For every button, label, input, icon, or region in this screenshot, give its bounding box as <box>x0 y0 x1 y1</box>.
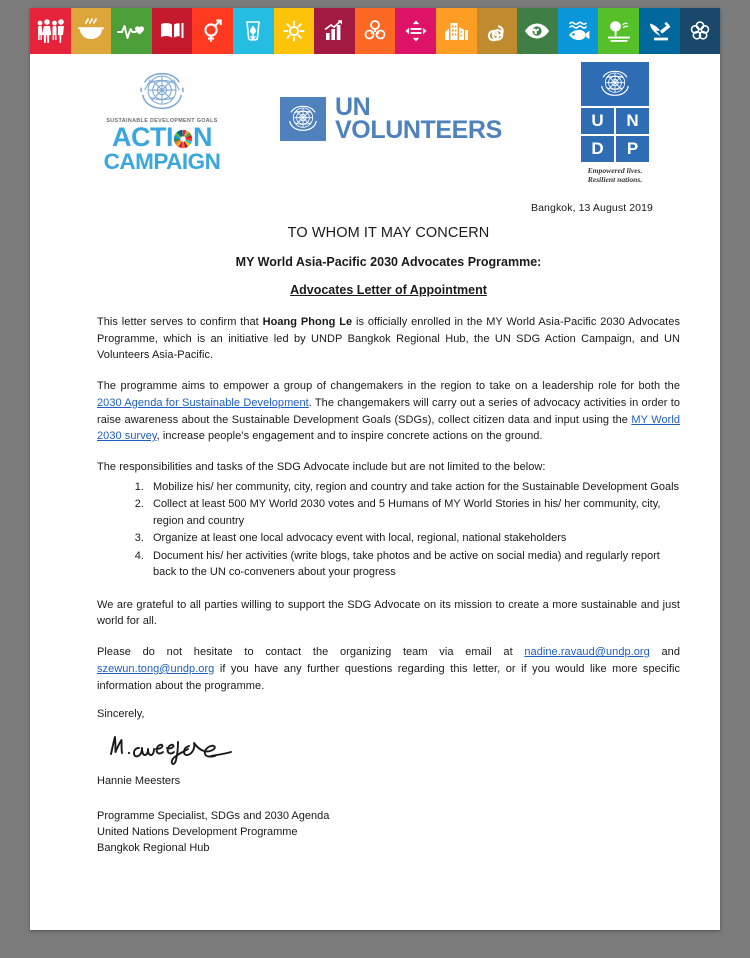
sdg-goal-17-partnerships <box>680 8 721 54</box>
signer-name: Hannie Meesters <box>97 775 181 788</box>
logo-row <box>30 54 720 202</box>
list-item: 4. Document his/ her activities (write blogs, take photos and be active on social media) and regularly report back to the UN co-conveners about your progress <box>147 548 680 581</box>
sincerely-text: Sincerely, <box>97 708 145 721</box>
paragraph-gratitude: We are grateful to all parties willing to support the SDG Advocate on its mission to create a more sustainable and just world for all. <box>97 598 680 628</box>
unv-word-volunteers: VOLUNTEERS <box>335 116 502 144</box>
para4-text-a: Please do not hesitate to contact the organizing team via email at <box>97 646 525 659</box>
gender-equality-icon <box>198 18 228 44</box>
fish-waves-icon <box>563 18 593 44</box>
handwritten-signature <box>103 724 333 770</box>
equal-arrows-icon <box>401 18 431 44</box>
undp-tagline-line-1: Empowered lives. <box>587 166 643 175</box>
cubes-icon <box>360 18 390 44</box>
para1-text-b: is officially enrolled in the MY World Asia-Pacific 2030 Advocates Programme, which is an initiative led by UNDP Bangkok Regional Hub, the UN SDG Action Campaign, and UN Volunteers Asia-Pacific. <box>97 316 680 362</box>
sdg-goal-9-industry-innovation <box>355 8 396 54</box>
to-whom-heading: TO WHOM IT MAY CONCERN <box>287 225 490 241</box>
sdg-goal-14-life-below-water <box>558 8 599 54</box>
sdg-goals-strip <box>30 8 720 54</box>
steaming-bowl-icon <box>76 18 106 44</box>
dateline: Bangkok, 13 August 2019 <box>531 202 653 214</box>
infinity-icon <box>482 18 512 44</box>
list-item: 2. Collect at least 500 MY World 2030 votes and 5 Humans of MY World Stories in his/ her community, city, region and country <box>147 496 680 529</box>
undp-letter-p: P <box>616 136 649 162</box>
undp-mark <box>581 62 649 162</box>
sdg-goal-7-clean-energy <box>274 8 315 54</box>
undp-letter-d: D <box>581 136 614 162</box>
sdg-goal-3-good-health <box>111 8 152 54</box>
programme-title: MY World Asia-Pacific 2030 Advocates Programme: <box>235 255 542 269</box>
paragraph-programme-aims <box>97 378 680 445</box>
link-2030-agenda[interactable]: 2030 Agenda for Sustainable Development <box>97 396 309 409</box>
heartbeat-line-icon <box>116 18 146 44</box>
undp-letter-u: U <box>581 108 614 134</box>
sdg-goal-11-sustainable-cities <box>436 8 477 54</box>
un-emblem-icon <box>283 100 323 138</box>
dove-gavel-icon <box>644 18 674 44</box>
para2-text-b: . The changemakers will carry out a series of advocacy activities in order to raise awareness about the Sustainable Development Goals (SDGs), collect citizen data and input using the <box>97 396 681 426</box>
list-item: 3. Organize at least one local advocacy event with local, regional, national stakeholders <box>147 530 680 547</box>
paragraph-contact <box>97 644 680 694</box>
para1-text-a: This letter serves to confirm that <box>97 316 263 328</box>
paragraph-enrollment <box>97 314 680 364</box>
email-link-szewun[interactable]: szewun.tong@undp.org <box>97 662 215 675</box>
sdg-color-wheel-icon <box>172 128 194 150</box>
signer-title: Programme Specialist, SDGs and 2030 Agenda <box>97 810 330 823</box>
email-link-nadine[interactable]: nadine.ravaud@undp.org <box>524 646 650 659</box>
sdg-goal-2-zero-hunger <box>71 8 112 54</box>
undp-logo <box>555 62 675 185</box>
undp-emblem-box <box>581 62 649 106</box>
undp-letters-row-2 <box>581 136 649 162</box>
action-campaign-tagline: SUSTAINABLE DEVELOPMENT GOALS <box>106 118 218 124</box>
sdg-goal-13-climate-action <box>517 8 558 54</box>
para4-text-c: if you have any further questions regarding this letter, or if you would like more specific information about the programme. <box>97 662 680 692</box>
sdg-action-campaign-logo <box>92 66 232 173</box>
letter-subtitle: Advocates Letter of Appointment <box>290 283 487 297</box>
sdg-goal-15-life-on-land <box>598 8 639 54</box>
sdg-goal-8-decent-work <box>314 8 355 54</box>
advocate-name: Hoang Phong Le <box>262 316 353 328</box>
action-campaign-word-campaign: CAMPAIGN <box>103 148 221 174</box>
list-item: 1. Mobilize his/ her community, city, region and country and take action for the Sustainable Development Goals <box>147 479 680 496</box>
sdg-goal-12-responsible-consumption <box>477 8 518 54</box>
para2-text-c: , increase people’s engagement and to inspire concrete actions on the ground. <box>156 430 543 443</box>
water-glass-arrow-icon <box>238 18 268 44</box>
sdg-goal-1-no-poverty <box>30 8 71 54</box>
eye-earth-icon <box>522 18 552 44</box>
rising-bar-chart-icon <box>319 18 349 44</box>
sdg-goal-5-gender-equality <box>192 8 233 54</box>
document-page <box>30 8 720 930</box>
responsibilities-intro: The responsibilities and tasks of the SDG Advocate include but are not limited to the below: <box>97 461 546 474</box>
signer-organization: United Nations Development Programme <box>97 826 298 839</box>
undp-tagline <box>555 166 675 185</box>
letter-body <box>30 202 720 857</box>
sun-icon <box>279 18 309 44</box>
sdg-goal-16-peace-justice <box>639 8 680 54</box>
responsibilities-list <box>97 479 680 581</box>
undp-letters-row-1 <box>581 108 649 134</box>
un-volunteers-logo <box>280 93 520 144</box>
para2-text-a: The programme aims to empower a group of changemakers in the region to take on a leadership role for both the <box>97 380 680 393</box>
open-book-icon <box>157 18 187 44</box>
un-emblem-icon <box>133 66 191 118</box>
undp-tagline-line-2: Resilient nations. <box>587 175 643 185</box>
interlocking-circles-icon <box>685 18 715 44</box>
city-buildings-icon <box>441 18 471 44</box>
sdg-goal-4-quality-education <box>152 8 193 54</box>
para4-text-b: and <box>649 646 681 659</box>
sdg-goal-10-reduced-inequalities <box>395 8 436 54</box>
action-campaign-word-action: ACTI N <box>112 122 212 152</box>
undp-letter-n: N <box>616 108 649 134</box>
family-group-icon <box>35 18 65 44</box>
signer-unit: Bangkok Regional Hub <box>97 842 210 855</box>
link-my-world-survey[interactable]: MY World 2030 survey <box>97 413 680 443</box>
tree-birds-icon <box>604 18 634 44</box>
unv-emblem-box <box>280 97 326 141</box>
unv-word-un: UN <box>335 93 371 121</box>
un-emblem-icon <box>595 65 635 103</box>
sdg-goal-6-clean-water <box>233 8 274 54</box>
